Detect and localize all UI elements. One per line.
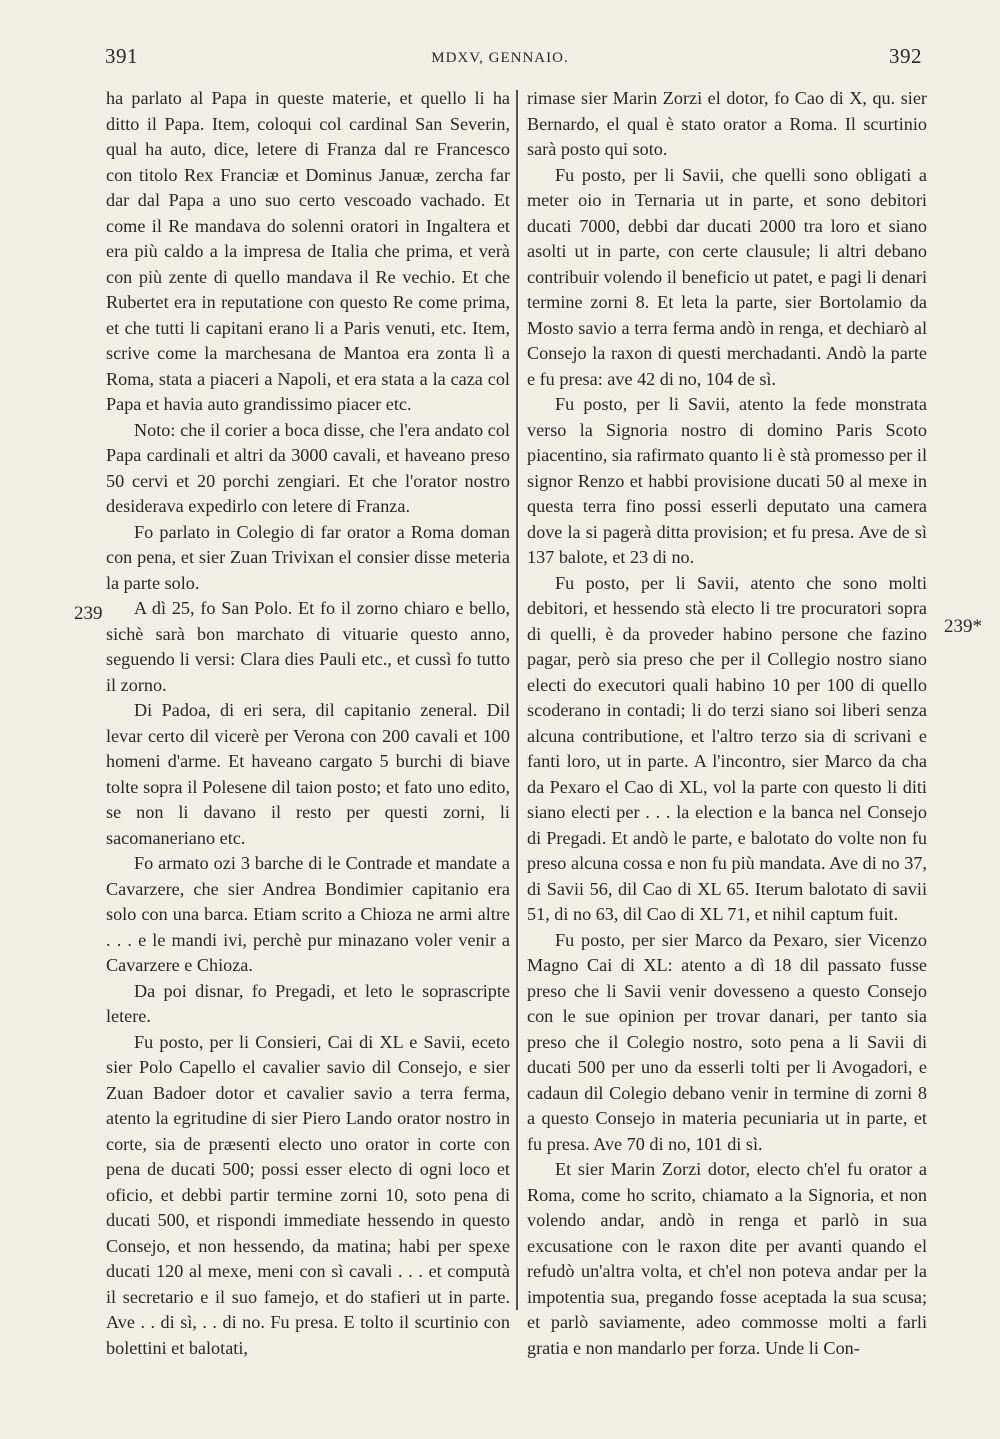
paragraph: Noto: che il corier a boca disse, che l'era andato col Papa cardinali et altri da 3000 cavali, et haveano preso 50 cervi et 20 porchi zengiari. Et che l'orator nostro desiderava expedirlo con letere di Franza. bbox=[106, 419, 510, 516]
paragraph: Fu posto, per li Savii, atento la fede monstrata verso la Signoria nostro di domino Paris Scoto piacentino, sia rafirmato quanto li è stà promesso per il signor Renzo et habbi provisione ducati 50 al mexe in questa terra fino possi esserli deputato una camera dove la si pagerà ditta provision; et fu presa. Ave de sì 137 balote, et 23 di no. bbox=[527, 394, 928, 567]
paragraph: ha parlato al Papa in queste materie, et quello li ha ditto il Papa. Item, coloqui col cardinal San Severin, qual ha auto, dice, letere di Franza dal re Francesco con titolo Rex Franciæ et Dominus Januæ, zercha far dar dal Papa a uno suo certo vescoado vachado. Et come il Re mandava do solenni oratori in Ingaltera et era più caldo a la impresa de Italia che prima, et verà con più zente di quello mandava il Re vechio. Et che Rubertet era in reputatione con questo Re come prima, et che tutti li capitani erano li a Paris venuti, etc. Item, scrive come la marchesana de Mantoa era zonta lì a Roma, stata a piaceri a Napoli, et era stata a la caza col Papa et havia auto grandissimo piacer etc. bbox=[106, 88, 510, 414]
paragraph: Et sier Marin Zorzi dotor, electo ch'el fu orator a Roma, come ho scrito, chiamato a la Signoria, et non volendo andar, andò in renga et parlò in sua excusatione con le raxon dite per avanti quando el refudò un'altra volta, et ch'el non poteva andar per la impotentia sua, pregando fosse aceptada la sua scusa; et parlò saviamente, adeo commosse molti a farli gratia e non mandarlo per forza. Unde li Con- bbox=[527, 1159, 927, 1358]
left-column bbox=[106, 86, 510, 1361]
left-page-number: 391 bbox=[105, 44, 138, 68]
paragraph: Da poi disnar, fo Pregadi, et leto le soprascripte letere. bbox=[106, 980, 510, 1026]
paragraph: Di Padoa, di eri sera, dil capitanio zeneral. Dil levar certo dil vicerè per Verona con 200 cavali et 100 homeni d'arme. Et haveano cargato 5 burchi di biave tolte sopra il Polesene dil taion posto; et fato uno edito, se non li davano il resto per questi zorni, li sacomaneriano etc. bbox=[106, 700, 510, 848]
left-margin-number: 239 bbox=[74, 603, 103, 624]
paragraph: rimase sier Marin Zorzi el dotor, fo Cao di X, qu. sier Bernardo, el qual è stato orator a Roma. Il scurtinio sarà posto qui soto. bbox=[527, 88, 927, 159]
paragraph: A dì 25, fo San Polo. Et fo il zorno chiaro e bello, sichè sarà bon marchato di vituarie questo anno, seguendo li versi: Clara dies Pauli etc., et cussì fo tutto il zorno. bbox=[106, 598, 510, 695]
right-column bbox=[527, 86, 927, 1361]
right-margin-number: 239* bbox=[944, 616, 982, 637]
paragraph: Fu posto, per li Savii, che quelli sono obligati a meter oio in Ternaria ut in parte, et sono debitori ducati 7000, debbi dar ducati 2000 tra loro et siano asolti ut in parte, con certe clausule; li altri debano contribuir volendo il beneficio ut patet, e pagi li denari termine zorni 8. Et leta la parte, sier Bortolamio da Mosto savio a terra ferma andò in renga, et dechiarò al Consejo la raxon di questi merchadanti. Andò la parte e fu presa: ave 42 di no, 104 de sì. bbox=[527, 164, 927, 389]
paragraph: Fu posto, per li Consieri, Cai di XL e Savii, eceto sier Polo Capello el cavalier savio dil Consejo, e sier Zuan Badoer dotor et cavalier savio a terra ferma, atento la egritudine di sier Piero Lando orator nostro in corte, sia de præsenti electo uno orator in corte con pena de ducati 500; possi esser electo di ogni loco et oficio, et debbi partir termine zorni 10, soto pena di ducati 500, et rispondi immediate hessendo in questo Consejo, et non hessendo, da matina; habi per spexe ducati 120 al mexe, meni con sì cavali . . . et computà il secretario e il suo famejo, et do stafieri ut in parte. Ave . . di sì, . . di no. Fu presa. E tolto il scurtinio con bolettini et balotati, bbox=[106, 1031, 510, 1358]
paragraph: Fu posto, per sier Marco da Pexaro, sier Vicenzo Magno Cai di XL: atento a dì 18 dil passato fusse preso che li Savii venir dovesseno a questo Consejo con le sue opinion per trovar danari, per tanto sia preso che il Colegio nostro, soto pena a li Savii di ducati 500 per uno da esserli tolti per li Avogadori, e cadaun dil Colegio debano venir in termine di zorni 8 a questo Consejo in materia pecuniaria ut in parte, et fu presa. Ave 70 di no, 101 di sì. bbox=[527, 929, 927, 1154]
paragraph: Fu posto, per li Savii, atento che sono molti debitori, et hessendo stà electo li tre procuratori sopra di quelli, è da proveder habino persone che fazino pagar, però sia preso che per il Collegio nostro siano electi do executori quali habino 10 per 100 di quello scoderano in contadi; li do terzi siano soi liberi senza alcuna contributione, et l'altro terzo sia di scrivani e fanti loro, ut in parte. A l'incontro, sier Marco da cha da Pexaro el Cao di XL, vol la parte con questo li diti siano electi per . . . la election e la banca nel Consejo di Pregadi. Et andò le parte, e balotato do volte non fu preso alcuna cossa e non fu più mandata. Ave di no 37, di Savii 56, dil Cao di XL 65. Iterum balotato di savii 51, di no 63, dil Cao di XL 71, et nihil captum fuit. bbox=[527, 572, 927, 924]
right-page-number: 392 bbox=[889, 44, 922, 68]
column-divider bbox=[516, 90, 518, 1310]
paragraph: Fo armato ozi 3 barche di le Contrade et mandate a Cavarzere, che sier Andrea Bondimier capitanio era solo con una barca. Etiam scrito a Chioza ne armi altre . . . e le mandi ivi, perchè pur minazano voler venir a Cavarzere e Chioza. bbox=[106, 853, 510, 975]
running-header: MDXV, GENNAIO. bbox=[431, 50, 569, 66]
paragraph: Fo parlato in Colegio di far orator a Roma doman con pena, et sier Zuan Trivixan el consier disse meteria la parte solo. bbox=[106, 521, 510, 593]
